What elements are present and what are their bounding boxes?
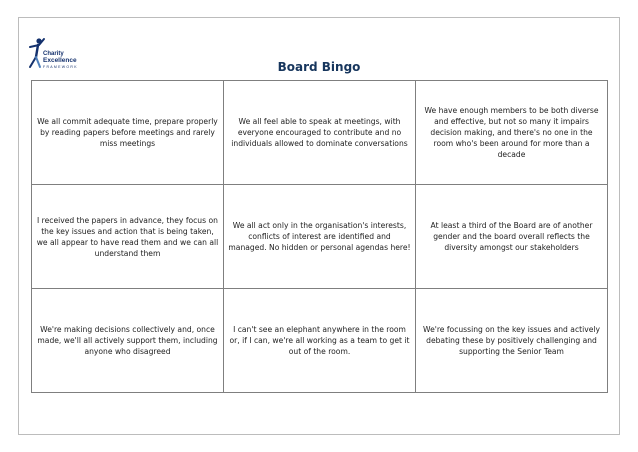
bingo-cell: We all act only in the organisation's interests, conflicts of interest are identified and managed. No hidden or personal agendas here! (224, 185, 416, 289)
bingo-cell: We all feel able to speak at meetings, with everyone encouraged to contribute and no individuals allowed to dominate conversations (224, 81, 416, 185)
bingo-row (32, 81, 608, 185)
bingo-cell: We have enough members to be both diverse and effective, but not so many it impairs decision making, and there's no one in the room who's been around for more than a decade (416, 81, 608, 185)
bingo-cell: I received the papers in advance, they focus on the key issues and action that is being taken, we all appear to have read them and we can all understand them (32, 185, 224, 289)
bingo-cell: At least a third of the Board are of another gender and the board overall reflects the diversity amongst our stakeholders (416, 185, 608, 289)
bingo-row (32, 289, 608, 393)
bingo-cell: I can't see an elephant anywhere in the room or, if I can, we're all working as a team to get it out of the room. (224, 289, 416, 393)
bingo-cell: We're making decisions collectively and, once made, we'll all actively support them, including anyone who disagreed (32, 289, 224, 393)
bingo-cell: We're focussing on the key issues and actively debating these by positively challenging and supporting the Senior Team (416, 289, 608, 393)
bingo-grid (31, 80, 608, 393)
logo-line-3: FRAMEWORK (43, 65, 78, 69)
bingo-cell: We all commit adequate time, prepare properly by reading papers before meetings and rarely miss meetings (32, 81, 224, 185)
page-title: Board Bingo (277, 60, 361, 74)
logo-line-2: Excellence (43, 57, 77, 64)
logo-line-1: Charity (43, 51, 64, 57)
bingo-row (32, 185, 608, 289)
